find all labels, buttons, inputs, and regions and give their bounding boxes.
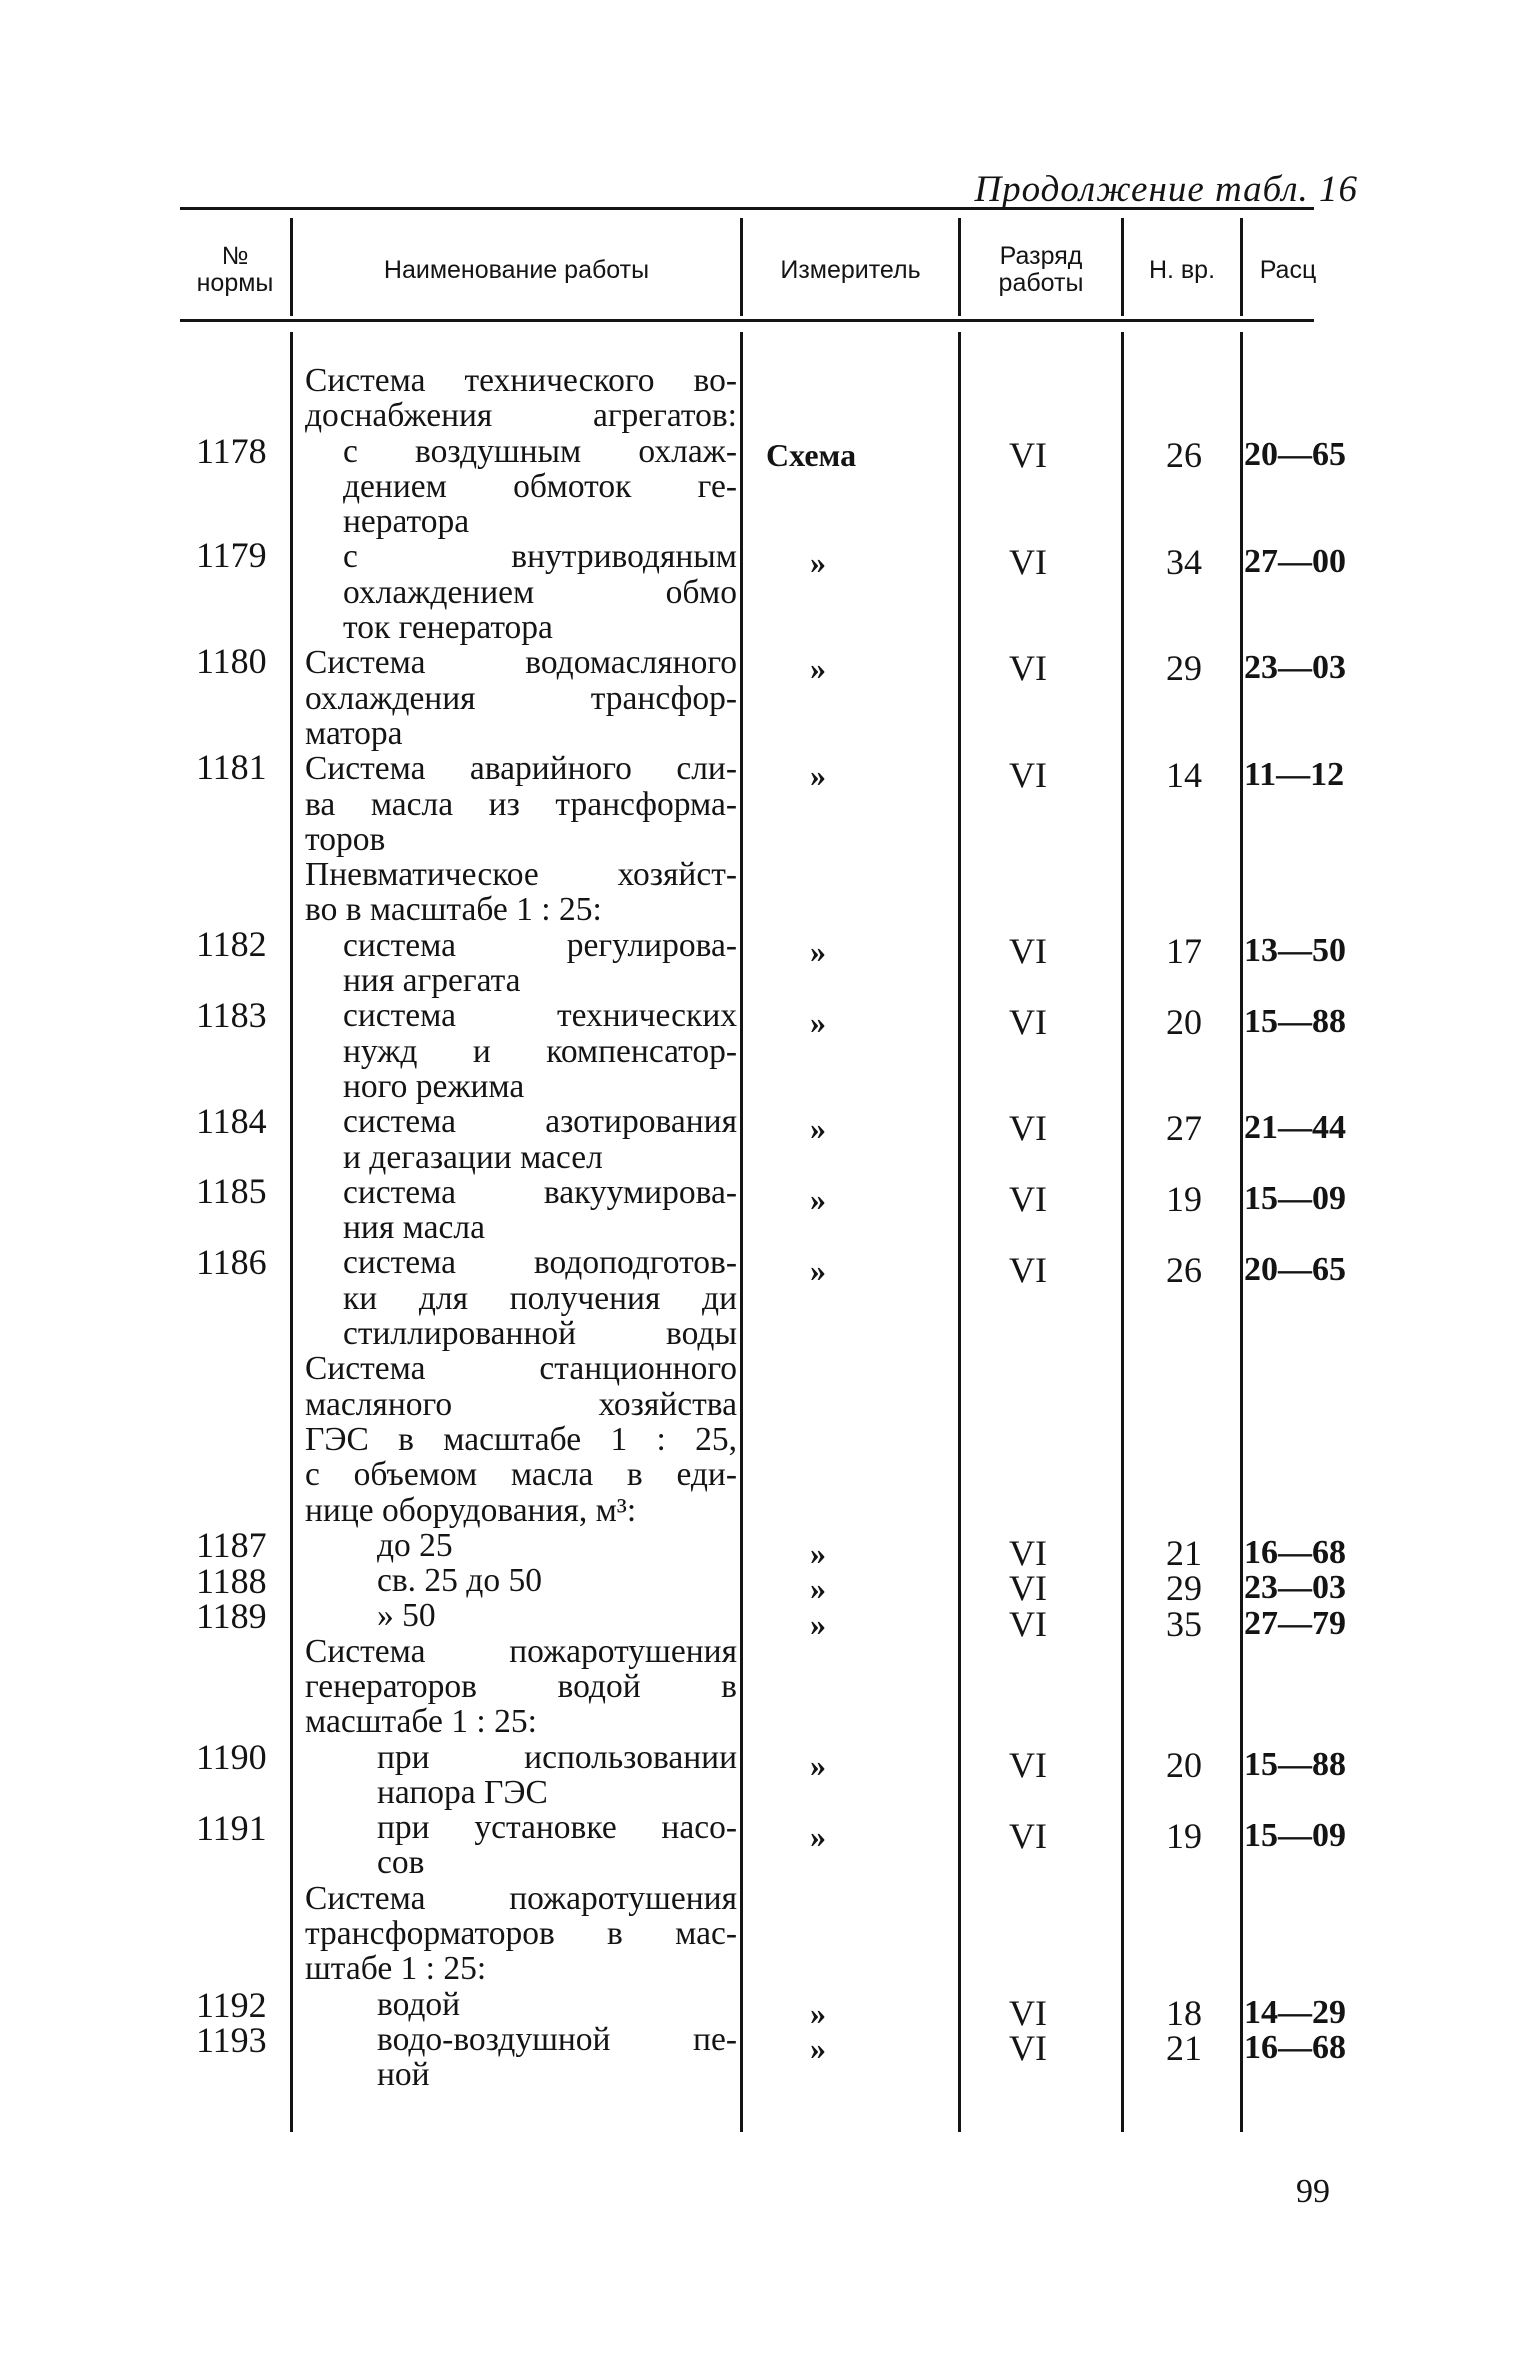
rank-cell: VI (1009, 1250, 1047, 1290)
header-rank (961, 225, 1121, 315)
hours-cell: 19 (1166, 1816, 1202, 1856)
rank-cell: VI (1009, 1108, 1047, 1148)
description-line: штабе 1 : 25: (305, 1950, 487, 1988)
rank-cell: VI (1009, 1816, 1047, 1856)
pay-cell: 15—88 (1244, 1746, 1346, 1783)
hours-cell: 14 (1166, 755, 1202, 795)
description-line: Система пожаротушения (305, 1632, 737, 1670)
norm-number: 1190 (196, 1737, 267, 1777)
pay-cell: 15—09 (1244, 1180, 1346, 1217)
description-line: стиллированной воды (343, 1315, 737, 1353)
page-number: 99 (1296, 2173, 1330, 2210)
description-line: ГЭС в масштабе 1 : 25, (305, 1420, 737, 1458)
rank-cell: VI (1009, 931, 1047, 971)
hours-cell: 29 (1166, 648, 1202, 688)
header-measure: Измеритель (780, 255, 921, 284)
description-line: торов (305, 820, 386, 858)
hours-cell: 35 (1166, 1604, 1202, 1644)
pay-cell: 20—65 (1244, 436, 1346, 473)
description-line: ного режима (343, 1067, 525, 1105)
norm-number: 1182 (196, 924, 267, 964)
description-line: система азотирования (343, 1103, 737, 1141)
description-line: св. 25 до 50 (377, 1562, 542, 1600)
description-line: водой (377, 1985, 461, 2023)
measure-cell: » (810, 1606, 826, 1642)
pay-cell: 21—44 (1244, 1109, 1346, 1146)
measure-cell: » (810, 650, 826, 686)
column-divider (1240, 332, 1243, 2132)
measure-cell: » (810, 1252, 826, 1288)
description-line: доснабжения агрегатов: (305, 397, 737, 435)
rank-cell: VI (1009, 1993, 1047, 2033)
pay-cell: 23—03 (1244, 649, 1346, 686)
norm-number: 1179 (196, 535, 267, 575)
description-line: система регулирова- (343, 926, 737, 964)
hours-cell: 21 (1166, 1533, 1202, 1573)
description-line: охлаждением обмо (343, 573, 737, 611)
pay-cell: 23—03 (1244, 1569, 1346, 1606)
hours-cell: 26 (1166, 435, 1202, 475)
description-line: ки для получения ди (343, 1279, 737, 1317)
rank-cell: VI (1009, 435, 1047, 475)
description-line: с воздушным охлаж- (343, 432, 737, 470)
measure-cell: » (810, 1818, 826, 1854)
hours-cell: 26 (1166, 1250, 1202, 1290)
description-line: ния масла (343, 1209, 485, 1247)
column-divider (290, 332, 293, 2132)
description-line: напора ГЭС (377, 1773, 548, 1811)
norm-number: 1192 (196, 1985, 267, 2025)
table-top-rule (180, 207, 1314, 210)
description-line: Система станционного (305, 1350, 737, 1388)
pay-cell: 15—88 (1244, 1003, 1346, 1040)
measure-cell: » (810, 2030, 826, 2066)
measure-cell: Схема (766, 437, 857, 473)
description-line: до 25 (377, 1526, 453, 1564)
header-num-line: № (221, 242, 249, 270)
hours-cell: 17 (1166, 931, 1202, 971)
description-line: Система технического во- (305, 362, 737, 399)
description-line: Система водомасляного (305, 644, 737, 682)
description-line: ной (377, 2056, 430, 2094)
header-num (180, 225, 290, 315)
description-line: трансформаторов в мас- (305, 1915, 737, 1953)
hours-cell: 29 (1166, 1568, 1202, 1608)
description-line: Пневматическое хозяйст- (305, 856, 737, 894)
header-name: Наименование работы (383, 255, 650, 284)
description-line: нератора (343, 503, 470, 541)
description-line: ва масла из трансформа- (305, 785, 737, 823)
rank-cell: VI (1009, 2028, 1047, 2068)
hours-cell: 34 (1166, 542, 1202, 582)
header-pay: Расц (1259, 255, 1317, 284)
description-line: » 50 (377, 1597, 436, 1635)
description-line: нице оборудования, м³: (305, 1491, 637, 1529)
pay-cell: 14—29 (1244, 1994, 1346, 2031)
description-line: масляного хозяйства (305, 1385, 737, 1423)
description-line: водо-воздушной пе- (377, 2020, 737, 2058)
description-line: генераторов водой в (305, 1667, 737, 1705)
description-line: при установке насо- (377, 1809, 737, 1847)
description-line: и дегазации масел (343, 1138, 603, 1176)
norm-number: 1181 (196, 747, 267, 787)
measure-cell: » (810, 1110, 826, 1146)
pay-cell: 11—12 (1244, 756, 1345, 793)
norm-number: 1178 (196, 431, 267, 471)
description-line: сов (377, 1844, 425, 1882)
header-hours: Н. вр. (1148, 255, 1216, 284)
pay-cell: 27—00 (1244, 543, 1346, 580)
rank-cell: VI (1009, 1179, 1047, 1219)
description-line: матора (305, 714, 403, 752)
measure-cell: » (810, 757, 826, 793)
norm-number: 1188 (196, 1561, 267, 1601)
rank-cell: VI (1009, 648, 1047, 688)
hours-cell: 27 (1166, 1108, 1202, 1148)
rank-cell: VI (1009, 1604, 1047, 1644)
norm-number: 1191 (196, 1808, 267, 1848)
description-line: дением обмоток ге- (343, 467, 737, 505)
description-line: Система аварийного сли- (305, 750, 737, 788)
header-rank-line: работы (998, 269, 1084, 297)
norm-number: 1185 (196, 1171, 267, 1211)
description-line: масштабе 1 : 25: (305, 1703, 537, 1741)
pay-cell: 13—50 (1244, 932, 1346, 969)
measure-cell: » (810, 1570, 826, 1606)
measure-cell: » (810, 1004, 826, 1040)
pay-cell: 20—65 (1244, 1251, 1346, 1288)
norm-number: 1189 (196, 1596, 267, 1636)
pay-cell: 15—09 (1244, 1817, 1346, 1854)
norm-number: 1180 (196, 641, 267, 681)
rank-cell: VI (1009, 755, 1047, 795)
work-description-column (305, 363, 737, 2093)
pay-cell: 27—79 (1244, 1605, 1346, 1642)
measure-cell: » (810, 1747, 826, 1783)
hours-cell: 20 (1166, 1745, 1202, 1785)
header-bottom-rule (180, 319, 1314, 322)
description-line: ток генератора (343, 609, 553, 647)
rank-cell: VI (1009, 542, 1047, 582)
rank-cell: VI (1009, 1533, 1047, 1573)
description-line: с объемом масла в еди- (305, 1456, 737, 1494)
hours-cell: 20 (1166, 1002, 1202, 1042)
measure-cell: » (810, 1535, 826, 1571)
header-num-line: нормы (196, 269, 274, 297)
pay-cell: 16—68 (1244, 1534, 1346, 1571)
measure-cell: » (810, 544, 826, 580)
description-line: система водоподготов- (343, 1244, 737, 1282)
description-line: при использовании (377, 1738, 737, 1776)
measure-cell: » (810, 933, 826, 969)
hours-cell: 19 (1166, 1179, 1202, 1219)
column-divider (740, 332, 743, 2132)
column-divider (1121, 332, 1124, 2132)
pay-cell: 16—68 (1244, 2029, 1346, 2066)
description-line: ния агрегата (343, 962, 521, 1000)
norm-number: 1183 (196, 995, 267, 1035)
hours-cell: 21 (1166, 2028, 1202, 2068)
norm-number: 1193 (196, 2020, 267, 2060)
description-line: с внутриводяным (343, 538, 737, 576)
description-line: система вакуумирова- (343, 1173, 737, 1211)
description-line: во в масштабе 1 : 25: (305, 891, 602, 929)
norm-number: 1184 (196, 1101, 267, 1141)
header-rank-line: Разряд (999, 242, 1083, 270)
norm-number: 1187 (196, 1525, 267, 1565)
rank-cell: VI (1009, 1568, 1047, 1608)
rank-cell: VI (1009, 1745, 1047, 1785)
description-line: нужд и компенсатор- (343, 1032, 737, 1070)
rank-cell: VI (1009, 1002, 1047, 1042)
measure-cell: » (810, 1995, 826, 2031)
description-line: Система пожаротушения (305, 1879, 737, 1917)
hours-cell: 18 (1166, 1993, 1202, 2033)
column-divider (958, 332, 961, 2132)
description-line: система технических (343, 997, 737, 1035)
continuation-title: Продолжение табл. 16 (974, 169, 1358, 210)
norm-number: 1186 (196, 1242, 267, 1282)
measure-cell: » (810, 1181, 826, 1217)
description-line: охлаждения трансфор- (305, 679, 737, 717)
